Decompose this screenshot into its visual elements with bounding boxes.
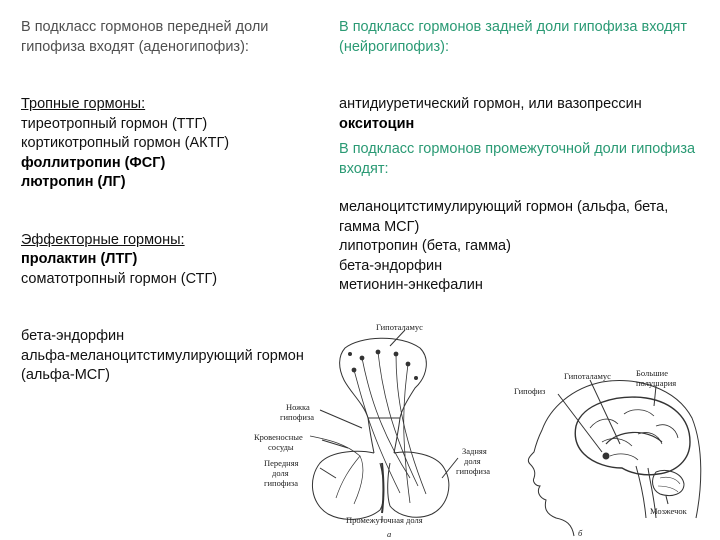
label-vessels-2: сосуды (268, 442, 294, 452)
posterior-heading-line-1: В подкласс гормонов задней доли гипофиза входят (339, 19, 687, 35)
effector-item-prolactin: пролактин (ЛТГ) (21, 251, 138, 267)
anterior-heading-line-2: гипофиза входят (аденогипофиз): (21, 38, 249, 55)
label-anterior-2: доля (272, 468, 289, 478)
label-anterior-1: Передняя (264, 458, 299, 468)
label-stalk-2: гипофиза (280, 412, 315, 422)
effector-item-gh: соматотропный гормон (СТГ) (21, 270, 218, 287)
tropic-item-acth: кортикотропный гормон (АКТГ) (21, 135, 230, 151)
label-posterior-2: доля (464, 456, 481, 466)
tropic-item-fsh: фоллитропин (ФСГ) (21, 154, 166, 171)
label-pituitary: Гипофиз (514, 386, 546, 396)
effector-hormones-title: Эффекторные гормоны: (21, 231, 185, 248)
intermediate-heading-line-2: входят: (339, 160, 389, 177)
other-item-beta-endorphin: бета-эндорфин (21, 328, 125, 344)
posterior-item-vasopressin: антидиуретический гормон, или вазопрессин (339, 96, 642, 112)
anterior-heading-line-1: В подкласс гормонов передней доли (21, 19, 269, 35)
label-hypothalamus: Гипоталамус (376, 322, 423, 332)
label-hemispheres-1: Большие (636, 368, 669, 378)
tropic-item-lh: лютропин (ЛГ) (21, 174, 126, 190)
label-posterior-3: гипофиза (456, 466, 491, 476)
posterior-heading-line-2: (нейрогипофиз): (339, 38, 449, 55)
intermediate-item-lipotropin: липотропин (бета, гамма) (339, 238, 511, 254)
figure-b-caption: б (578, 528, 583, 538)
label-vessels-1: Кровеносные (254, 432, 303, 442)
posterior-item-oxytocin: окситоцин (339, 115, 415, 132)
label-hypothalamus-b: Гипоталамус (564, 371, 611, 381)
label-posterior-1: Задняя (462, 446, 487, 456)
pituitary-marker (603, 453, 610, 460)
intermediate-item-met-enkephalin: метионин-энкефалин (339, 277, 483, 293)
label-hemispheres-2: полушария (636, 378, 677, 388)
other-item-alpha-msh-abbr: (альфа-МСГ) (21, 367, 110, 383)
pituitary-diagram (250, 318, 500, 540)
intermediate-item-msh: меланоцитстимулирующий гормон (альфа, бета, (339, 199, 669, 215)
label-stalk-1: Ножка (286, 402, 310, 412)
tropic-item-tsh: тиреотропный гормон (ТТГ) (21, 115, 208, 132)
other-item-alpha-msh: альфа-меланоцитстимулирующий гормон (21, 347, 304, 364)
label-anterior-3: гипофиза (264, 478, 299, 488)
posterior-intermediate-column (339, 18, 714, 296)
figure-a-caption: а (387, 529, 392, 539)
intermediate-item-beta-endorphin: бета-эндорфин (339, 257, 443, 274)
brain-location-diagram (506, 368, 716, 540)
tropic-hormones-title: Тропные гормоны: (21, 96, 146, 112)
intermediate-item-msh-cont: гамма МСГ) (339, 218, 420, 235)
label-cerebellum: Мозжечок (650, 506, 687, 516)
label-intermediate: Промежуточная доля (346, 515, 423, 525)
intermediate-heading-line-1: В подкласс гормонов промежуточной доли гипофиза (339, 141, 696, 157)
